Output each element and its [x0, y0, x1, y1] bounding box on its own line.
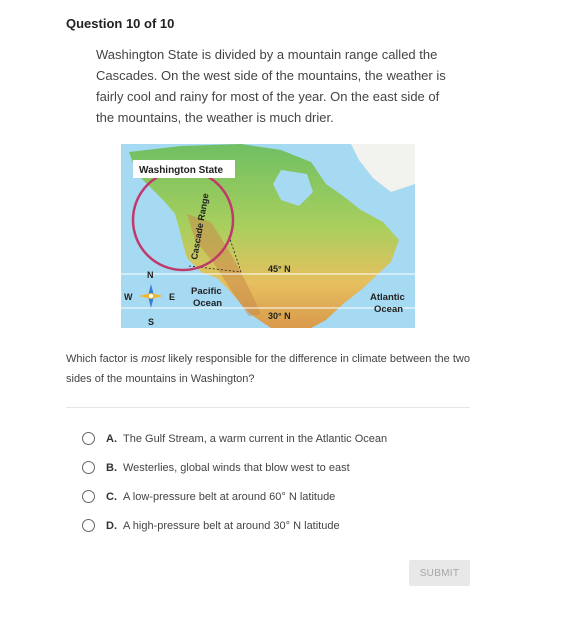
pacific-ocean-label-2: Ocean [193, 298, 223, 309]
divider [66, 407, 470, 408]
question-header: Question 10 of 10 [66, 16, 175, 31]
choice-b[interactable] [82, 453, 502, 482]
prompt-emphasis: most [141, 353, 166, 365]
atlantic-ocean-label-1: Atlantic [370, 292, 405, 303]
latitude-45-label: 45° N [268, 264, 291, 274]
radio-button-b[interactable] [82, 461, 95, 474]
compass-west: W [124, 292, 133, 302]
atlantic-ocean-label-2: Ocean [374, 304, 404, 315]
submit-button[interactable]: SUBMIT [409, 560, 470, 586]
radio-button-c[interactable] [82, 490, 95, 503]
answer-choices [82, 424, 502, 540]
compass-south: S [148, 317, 155, 327]
choice-c[interactable] [82, 482, 502, 511]
latitude-30-label: 30° N [268, 311, 291, 321]
choice-letter: D. [106, 519, 117, 532]
question-prompt: Which factor is most likely responsible for the difference in climate between the two sides of the mountains in Washington? [66, 353, 470, 385]
compass-east: E [169, 292, 176, 302]
cascade-range-label: Cascade Range [189, 192, 211, 261]
north-america-map [121, 144, 415, 328]
choice-letter: C. [106, 490, 117, 503]
choice-d[interactable] [82, 511, 502, 540]
choice-letter: B. [106, 461, 117, 474]
washington-label: Washington State [139, 165, 224, 176]
compass-north: N [147, 270, 154, 280]
pacific-ocean-label-1: Pacific [191, 286, 222, 297]
choice-text: A high-pressure belt at around 30° N latitude [123, 519, 340, 532]
choice-text: A low-pressure belt at around 60° N latitude [123, 490, 336, 503]
radio-button-d[interactable] [82, 519, 95, 532]
choice-letter: A. [106, 432, 117, 445]
choice-text: Westerlies, global winds that blow west to east [123, 461, 350, 474]
radio-button-a[interactable] [82, 432, 95, 445]
passage-text: Washington State is divided by a mountain range called the Cascades. On the west side of the mountains, the weather is fairly cool and rainy for most of the year. On the east side of the mountains, the weather is much drier. [96, 47, 446, 125]
choice-text: The Gulf Stream, a warm current in the Atlantic Ocean [123, 432, 388, 445]
choice-a[interactable] [82, 424, 502, 453]
